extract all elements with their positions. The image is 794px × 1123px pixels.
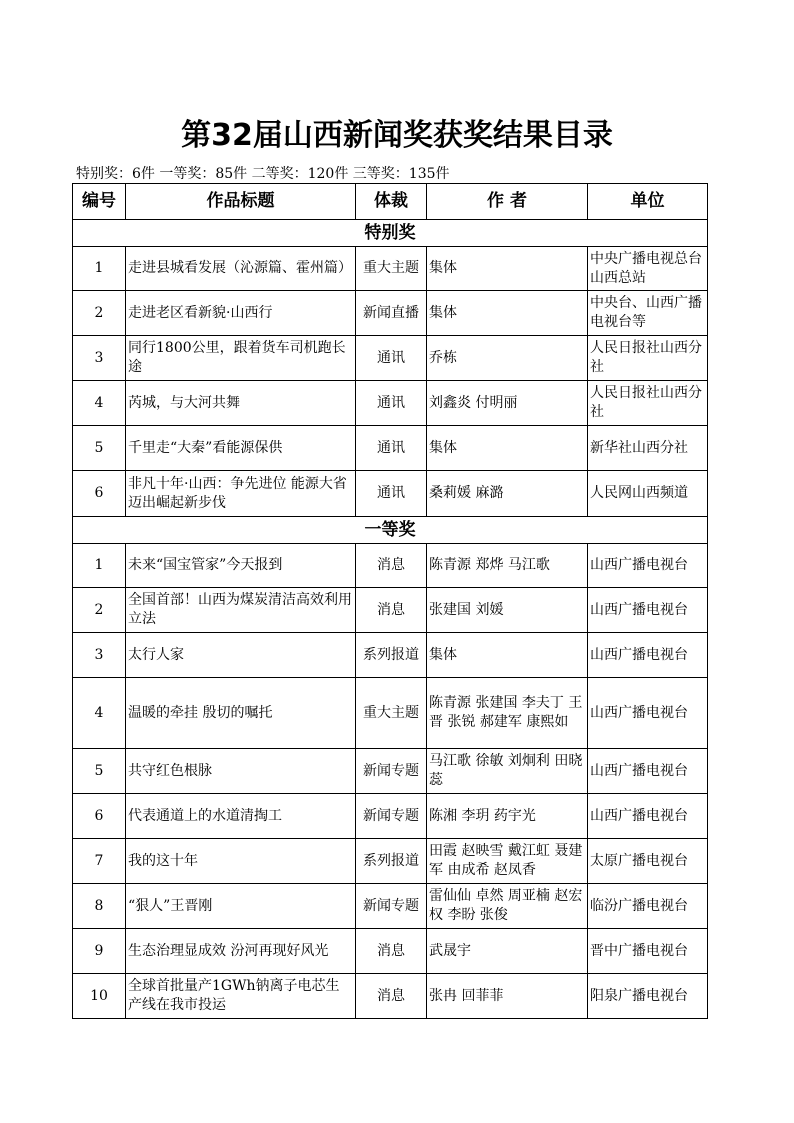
cell-title: 代表通道上的水道清掏工: [126, 794, 356, 839]
cell-author: 集体: [427, 247, 588, 291]
cell-author: 乔栋: [427, 336, 588, 381]
cell-author: 桑莉媛 麻潞: [427, 471, 588, 517]
cell-number: 4: [73, 678, 126, 749]
cell-unit: 山西广播电视台: [588, 633, 708, 678]
table-row: [73, 471, 708, 517]
cell-author: 马江歌 徐敏 刘炯利 田晓蕊: [427, 749, 588, 794]
cell-genre: 系列报道: [356, 633, 427, 678]
cell-genre: 消息: [356, 929, 427, 974]
cell-number: 6: [73, 794, 126, 839]
table-row: [73, 749, 708, 794]
page-title: 第32届山西新闻奖获奖结果目录: [181, 118, 613, 153]
cell-title: 全球首批量产1GWh钠离子电芯生产线在我市投运: [126, 974, 356, 1019]
cell-unit: 太原广播电视台: [588, 839, 708, 884]
cell-title: 走进老区看新貌·山西行: [126, 291, 356, 336]
cell-unit: 山西广播电视台: [588, 794, 708, 839]
header-unit: 单位: [588, 184, 708, 220]
header-num: 编号: [73, 184, 126, 220]
cell-author: 刘鑫炎 付明丽: [427, 381, 588, 426]
header-genre: 体裁: [356, 184, 427, 220]
cell-number: 3: [73, 336, 126, 381]
cell-title: 共守红色根脉: [126, 749, 356, 794]
cell-genre: 通讯: [356, 426, 427, 471]
awards-table: [72, 183, 708, 1019]
cell-author: 陈青源 郑烨 马江歌: [427, 544, 588, 588]
cell-title: 非凡十年·山西：争先进位 能源大省迈出崛起新步伐: [126, 471, 356, 517]
cell-genre: 消息: [356, 588, 427, 633]
cell-author: 田霞 赵映雪 戴江虹 聂建军 由成希 赵凤香: [427, 839, 588, 884]
cell-genre: 新闻专题: [356, 794, 427, 839]
award-summary: 特别奖：6件 一等奖：85件 二等奖：120件 三等奖：135件: [76, 166, 450, 182]
section-row: [73, 220, 708, 247]
table-row: [73, 974, 708, 1019]
cell-title: 走进县城看发展（沁源篇、霍州篇）: [126, 247, 356, 291]
cell-number: 1: [73, 247, 126, 291]
cell-number: 7: [73, 839, 126, 884]
cell-genre: 新闻直播: [356, 291, 427, 336]
cell-title: 全国首部！山西为煤炭清洁高效利用立法: [126, 588, 356, 633]
cell-number: 2: [73, 588, 126, 633]
table-row: [73, 633, 708, 678]
cell-number: 10: [73, 974, 126, 1019]
cell-title: 太行人家: [126, 633, 356, 678]
cell-unit: 阳泉广播电视台: [588, 974, 708, 1019]
table-row: [73, 336, 708, 381]
cell-unit: 中央广播电视总台山西总站: [588, 247, 708, 291]
table-row: [73, 544, 708, 588]
cell-unit: 人民日报社山西分社: [588, 336, 708, 381]
header-author: 作 者: [427, 184, 588, 220]
cell-number: 8: [73, 884, 126, 929]
section-label: 一等奖: [73, 517, 708, 544]
cell-number: 6: [73, 471, 126, 517]
cell-unit: 山西广播电视台: [588, 588, 708, 633]
cell-author: 集体: [427, 633, 588, 678]
cell-title: “狠人”王晋刚: [126, 884, 356, 929]
cell-unit: 新华社山西分社: [588, 426, 708, 471]
cell-number: 2: [73, 291, 126, 336]
cell-unit: 晋中广播电视台: [588, 929, 708, 974]
cell-author: 集体: [427, 291, 588, 336]
cell-title: 生态治理显成效 汾河再现好风光: [126, 929, 356, 974]
cell-genre: 通讯: [356, 336, 427, 381]
cell-unit: 山西广播电视台: [588, 749, 708, 794]
cell-author: 陈青源 张建国 李夫丁 王晋 张锐 郝建军 康熙如: [427, 678, 588, 749]
cell-unit: 中央台、山西广播电视台等: [588, 291, 708, 336]
cell-author: 集体: [427, 426, 588, 471]
cell-genre: 消息: [356, 974, 427, 1019]
cell-author: 武晟宇: [427, 929, 588, 974]
cell-title: 芮城，与大河共舞: [126, 381, 356, 426]
section-label: 特别奖: [73, 220, 708, 247]
cell-unit: 临汾广播电视台: [588, 884, 708, 929]
header-title: 作品标题: [126, 184, 356, 220]
cell-title: 同行1800公里，跟着货车司机跑长途: [126, 336, 356, 381]
cell-genre: 重大主题: [356, 678, 427, 749]
section-row: [73, 517, 708, 544]
cell-unit: 人民网山西频道: [588, 471, 708, 517]
cell-author: 张建国 刘媛: [427, 588, 588, 633]
cell-genre: 系列报道: [356, 839, 427, 884]
cell-number: 4: [73, 381, 126, 426]
table-header-row: [73, 184, 708, 220]
table-row: [73, 678, 708, 749]
cell-genre: 通讯: [356, 381, 427, 426]
cell-genre: 新闻专题: [356, 749, 427, 794]
cell-author: 雷仙仙 卓然 周亚楠 赵宏权 李盼 张俊: [427, 884, 588, 929]
cell-number: 9: [73, 929, 126, 974]
table-row: [73, 839, 708, 884]
table-row: [73, 794, 708, 839]
cell-unit: 人民日报社山西分社: [588, 381, 708, 426]
cell-genre: 重大主题: [356, 247, 427, 291]
table-row: [73, 426, 708, 471]
cell-title: 我的这十年: [126, 839, 356, 884]
table-row: [73, 588, 708, 633]
cell-genre: 消息: [356, 544, 427, 588]
table-row: [73, 929, 708, 974]
cell-author: 张冉 回菲菲: [427, 974, 588, 1019]
cell-genre: 通讯: [356, 471, 427, 517]
cell-genre: 新闻专题: [356, 884, 427, 929]
cell-number: 1: [73, 544, 126, 588]
table-row: [73, 381, 708, 426]
table-row: [73, 884, 708, 929]
table-row: [73, 247, 708, 291]
cell-number: 5: [73, 749, 126, 794]
table-body: [73, 220, 708, 1019]
cell-title: 千里走“大秦”看能源保供: [126, 426, 356, 471]
cell-number: 5: [73, 426, 126, 471]
table-row: [73, 291, 708, 336]
cell-title: 温暖的牵挂 殷切的嘱托: [126, 678, 356, 749]
cell-author: 陈湘 李玥 药宇光: [427, 794, 588, 839]
cell-number: 3: [73, 633, 126, 678]
cell-title: 未来“国宝管家”今天报到: [126, 544, 356, 588]
cell-unit: 山西广播电视台: [588, 678, 708, 749]
cell-unit: 山西广播电视台: [588, 544, 708, 588]
